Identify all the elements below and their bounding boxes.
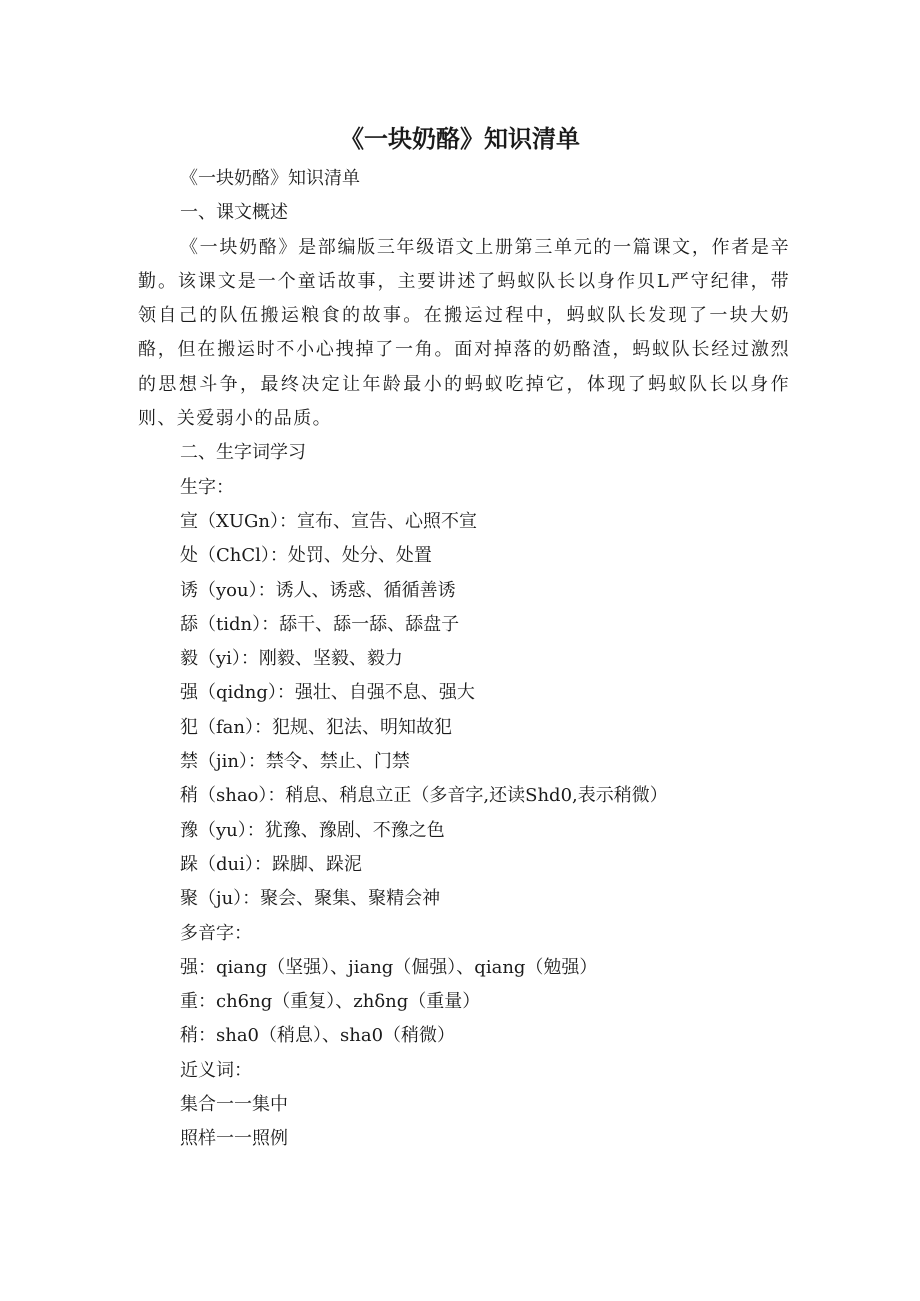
document-title: 《一块奶酪》知识清单: [340, 125, 580, 153]
synonym-item: 照样一一照例: [180, 1128, 288, 1150]
polyphone-item: 稍：sha0（稍息）、sha0（稍微）: [180, 1025, 456, 1047]
synonym-item: 集合一一集中: [180, 1094, 288, 1116]
new-chars-label: 生字：: [180, 476, 234, 498]
polyphone-item: 强：qiang（坚强）、jiang（倔强）、qiang（勉强）: [180, 956, 598, 978]
new-char-item: 豫（yu）：犹豫、豫剧、不豫之色: [180, 819, 445, 841]
polyphones-label: 多音字：: [180, 922, 252, 944]
new-char-item: 强（qidng）：强壮、自强不息、强大: [180, 682, 475, 704]
new-char-item: 禁（jin）：禁令、禁止、门禁: [180, 751, 410, 773]
new-char-item: 聚（ju）：聚会、聚集、聚精会神: [180, 888, 441, 910]
section-heading-overview: 一、课文概述: [180, 202, 288, 224]
new-char-item: 犯（fan）：犯规、犯法、明知故犯: [180, 716, 452, 738]
new-char-item: 稍（shao）：稍息、稍息立正（多音字,还读Shd0,表示稍微）: [180, 785, 668, 807]
section-heading-vocabulary: 二、生字词学习: [180, 442, 306, 464]
synonyms-label: 近义词：: [180, 1059, 252, 1081]
new-char-item: 舔（tidn）：舔干、舔一舔、舔盘子: [180, 613, 460, 635]
new-char-item: 处（ChCl）：处罚、处分、处置: [180, 545, 432, 567]
polyphone-item: 重：ch6ng（重复）、zhδng（重量）: [180, 991, 481, 1013]
document-body: [138, 162, 790, 1157]
new-char-item: 毅（yi）：刚毅、坚毅、毅力: [180, 648, 403, 670]
subtitle: 《一块奶酪》知识清单: [180, 168, 360, 189]
overview-paragraph: 《一块奶酪》是部编版三年级语文上册第三单元的一篇课文，作者是辛勤。该课文是一个童话故事，主要讲述了蚂蚁队长以身作贝L严守纪律，带领自己的队伍搬运粮食的故事。在搬运过程中，蚂蚁队长发现了一块大奶酪，但在搬运时不小心拽掉了一角。面对掉落的奶酪渣，蚂蚁队长经过激烈的思想斗争，最终决定让年龄最小的蚂蚁吃掉它，体现了蚂蚁队长以身作则、关爱弱小的品质。: [138, 236, 790, 430]
new-char-item: 诱（you）：诱人、诱惑、循循善诱: [180, 579, 456, 601]
new-char-item: 跺（dui）：跺脚、跺泥: [180, 853, 362, 875]
new-char-item: 宣（XUGn）：宣布、宣告、心照不宣: [180, 510, 477, 532]
